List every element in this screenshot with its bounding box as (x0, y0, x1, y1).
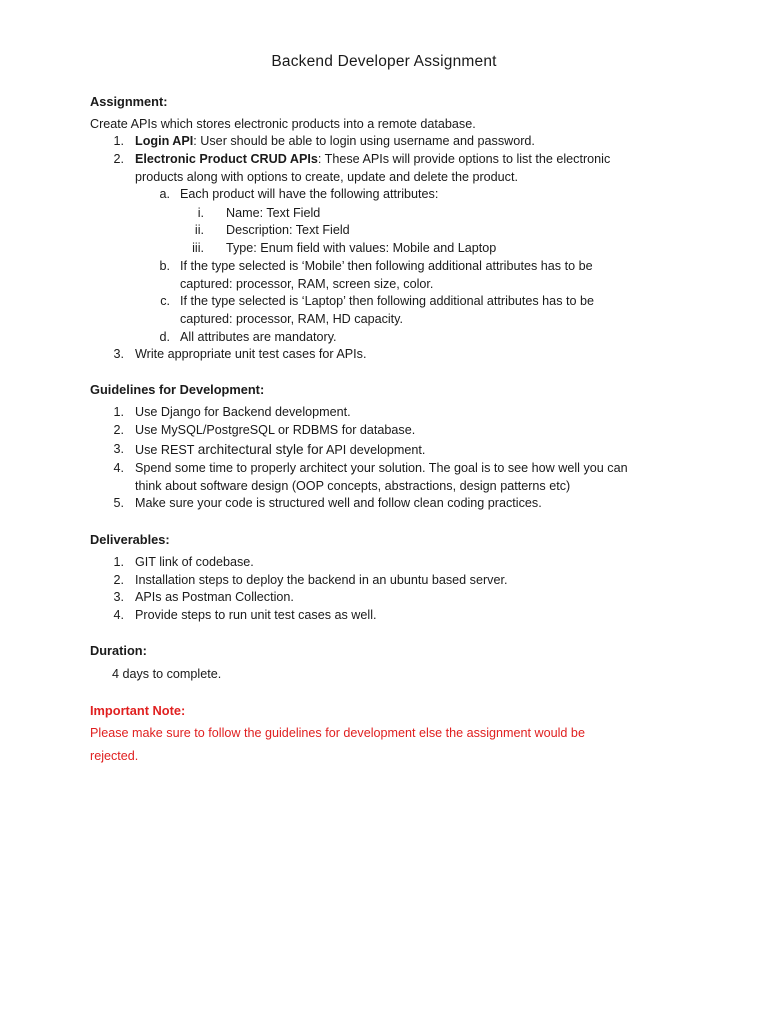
sub-list-text: If the type selected is ‘Mobile’ then following additional attributes has to be (180, 259, 593, 273)
list-item-text: Spend some time to properly architect your solution. The goal is to see how well you can (135, 461, 628, 475)
sub-list-continuation: captured: processor, RAM, HD capacity. (180, 312, 404, 326)
attribute-text: Type: Enum field with values: Mobile and Laptop (226, 241, 497, 255)
list-number: 5. (113, 496, 124, 510)
list-item-bold: Login API (135, 134, 194, 148)
list-item-text: Provide steps to run unit test cases as well. (135, 608, 377, 622)
important-note-text: Please make sure to follow the guidelines for development else the assignment would be (90, 726, 585, 740)
list-number: 3. (113, 442, 124, 456)
list-item-continuation: think about software design (OOP concepts, abstractions, design patterns etc) (135, 479, 571, 493)
attribute-numeral: i. (197, 206, 204, 220)
list-number: 1. (113, 555, 124, 569)
attribute-text: Description: Text Field (226, 223, 350, 237)
list-item-text: Write appropriate unit test cases for APIs. (135, 347, 367, 361)
important-note-heading: Important Note: (90, 703, 186, 718)
sub-list-text: Each product will have the following attributes: (180, 187, 439, 201)
attribute-numeral: iii. (192, 241, 204, 255)
duration-text: 4 days to complete. (112, 667, 222, 681)
sub-list-letter: c. (160, 294, 170, 308)
guidelines-heading: Guidelines for Development: (90, 382, 265, 397)
sub-list-text: All attributes are mandatory. (180, 330, 337, 344)
sub-list-continuation: captured: processor, RAM, screen size, color. (180, 277, 434, 291)
list-item-text: Use MySQL/PostgreSQL or RDBMS for database. (135, 423, 416, 437)
list-item-continuation: products along with options to create, update and delete the product. (135, 170, 518, 184)
list-item-text: APIs as Postman Collection. (135, 590, 294, 604)
list-item-text: Use Django for Backend development. (135, 405, 351, 419)
list-number: 2. (113, 573, 124, 587)
sub-list-text: If the type selected is ‘Laptop’ then following additional attributes has to be (180, 294, 594, 308)
list-item-text: : User should be able to login using username and password. (193, 134, 535, 148)
list-item-text: Use REST (135, 443, 198, 457)
duration-heading: Duration: (90, 643, 147, 658)
attribute-numeral: ii. (194, 223, 204, 237)
list-number: 2. (113, 152, 124, 166)
sub-list-letter: d. (159, 330, 170, 344)
list-item-text: : These APIs will provide options to list the electronic (317, 152, 611, 166)
list-item-bold: Electronic Product CRUD APIs (135, 152, 318, 166)
assignment-heading: Assignment: (90, 94, 168, 109)
deliverables-heading: Deliverables: (90, 532, 170, 547)
list-item-text-emphasis: architectural style for (197, 442, 324, 457)
attribute-text: Name: Text Field (226, 206, 321, 220)
sub-list-letter: a. (159, 187, 170, 201)
list-item-text: Installation steps to deploy the backend in an ubuntu based server. (135, 573, 508, 587)
list-item-text: API development. (323, 443, 426, 457)
document-title: Backend Developer Assignment (271, 53, 497, 70)
list-number: 1. (113, 134, 124, 148)
important-note-text: rejected. (90, 749, 139, 763)
list-number: 3. (113, 590, 124, 604)
sub-list-letter: b. (159, 259, 170, 273)
list-item-text: Make sure your code is structured well and follow clean coding practices. (135, 496, 542, 510)
list-number: 1. (113, 405, 124, 419)
list-number: 4. (113, 608, 124, 622)
list-number: 4. (113, 461, 124, 475)
assignment-intro: Create APIs which stores electronic products into a remote database. (90, 117, 476, 131)
list-number: 2. (113, 423, 124, 437)
list-item-text: GIT link of codebase. (135, 555, 254, 569)
list-number: 3. (113, 347, 124, 361)
